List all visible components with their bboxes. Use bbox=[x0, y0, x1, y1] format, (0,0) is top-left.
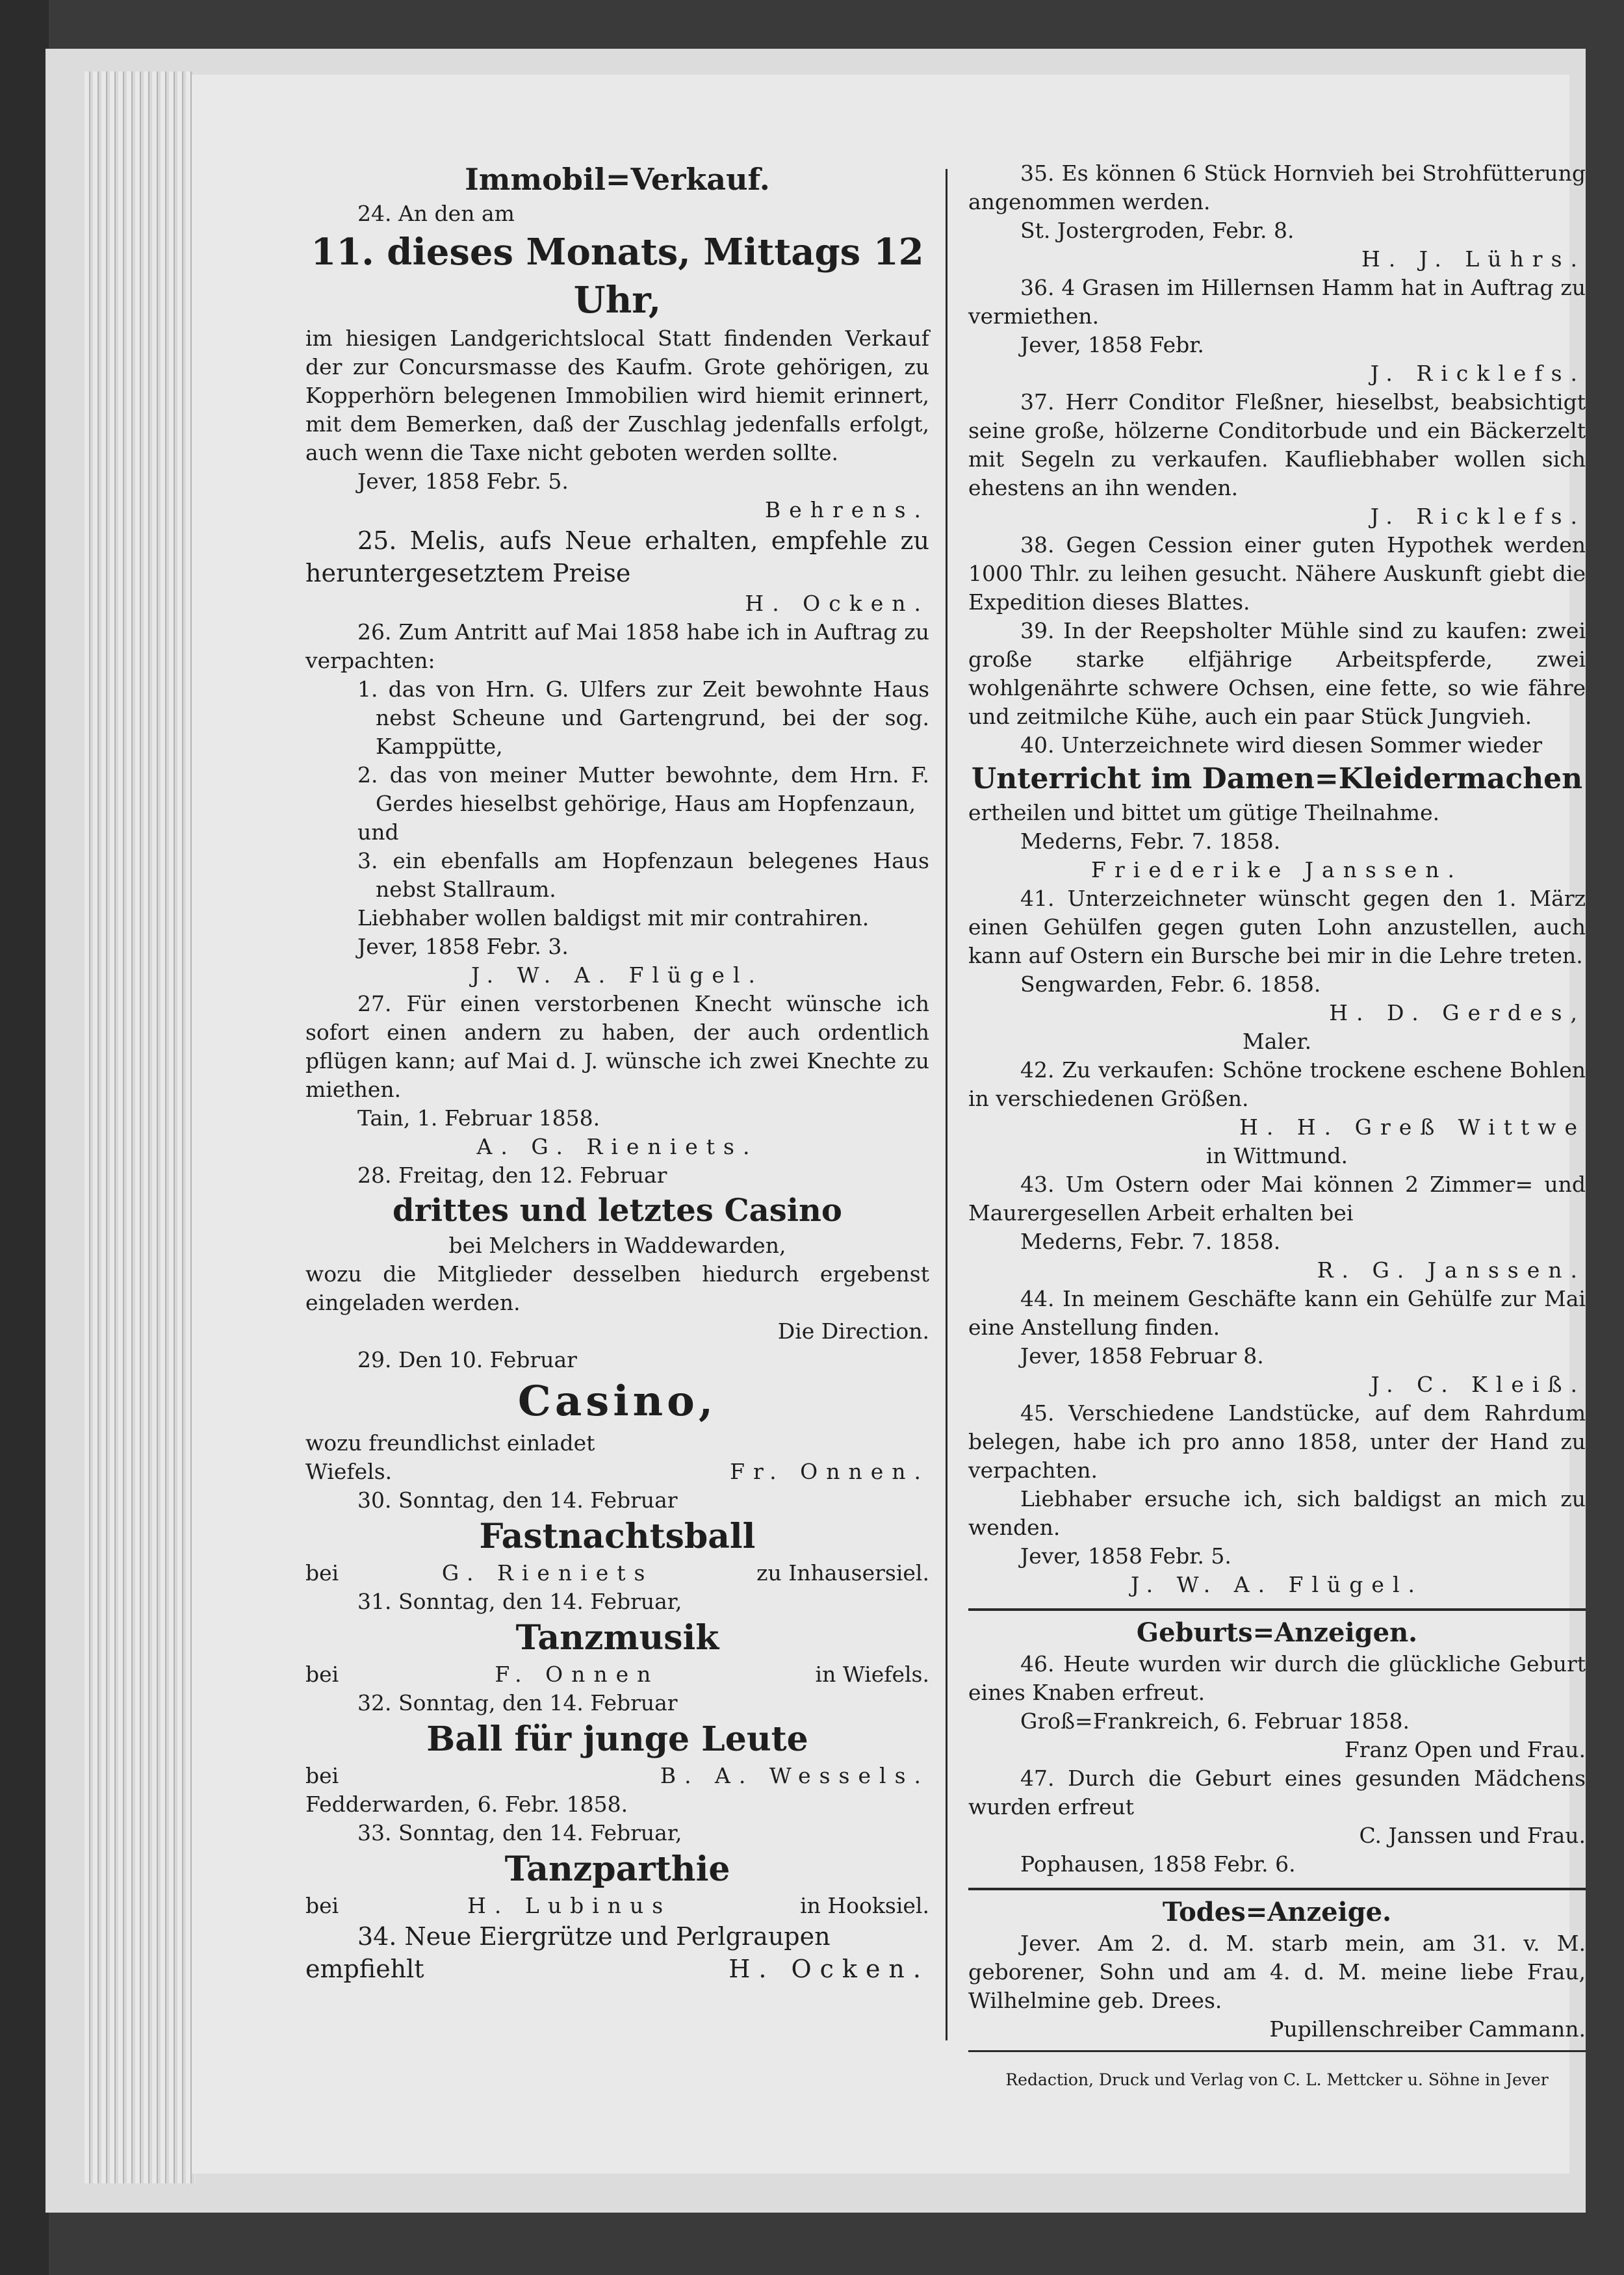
left-column bbox=[305, 159, 929, 1985]
ad-24-place-date: Jever, 1858 Febr. 5. bbox=[357, 469, 569, 494]
ad-41-role: Maler. bbox=[1242, 1029, 1312, 1054]
ad-24-signature: Behrens. bbox=[764, 497, 929, 522]
imprint-footer: Redaction, Druck und Verlag von C. L. Mettcker u. Söhne in Jever bbox=[1005, 2070, 1549, 2089]
ad-36-text: 36. 4 Grasen im Hillernsen Hamm hat in Auftrag zu vermiethen. bbox=[968, 275, 1586, 329]
ad-35-place-date: St. Jostergroden, Febr. 8. bbox=[1020, 218, 1295, 243]
ad-32-host: B. A. Wessels. bbox=[660, 1763, 929, 1788]
ad-33-bei: bei bbox=[305, 1893, 339, 1918]
ad-31-where: in Wiefels. bbox=[815, 1662, 929, 1687]
scanner-edge bbox=[0, 0, 49, 2275]
death-heading: Todes=Anzeige. bbox=[1162, 1897, 1392, 1927]
ad-43-place-date: Mederns, Febr. 7. 1858. bbox=[1020, 1229, 1281, 1254]
ad-42-signature: H. H. Greß Wittwe bbox=[1239, 1114, 1586, 1140]
ad-35-signature: H. J. Lührs. bbox=[1361, 246, 1586, 272]
death-notice-signature: Pupillenschreiber Cammann. bbox=[1269, 2016, 1586, 2042]
ad-29-signature: Fr. Onnen. bbox=[730, 1459, 929, 1484]
ad-26-item1: 1. das von Hrn. G. Ulfers zur Zeit bewohnte Haus nebst Scheune und Gartengrund, bei der sog. Kamppütte, bbox=[357, 676, 929, 759]
ad-43-signature: R. G. Janssen. bbox=[1317, 1257, 1586, 1283]
ad-47-signature: C. Janssen und Frau. bbox=[1359, 1823, 1586, 1848]
ad-24-intro: 24. An den am bbox=[357, 201, 515, 226]
ad-32-title: Ball für junge Leute bbox=[426, 1719, 808, 1759]
ad-29-body: wozu freundlichst einladet bbox=[305, 1430, 595, 1456]
ad-26-signature: J. W. A. Flügel. bbox=[471, 962, 764, 988]
ad-31-host: F. Onnen bbox=[495, 1662, 660, 1687]
ad-26-item3: 3. ein ebenfalls am Hopfenzaun belegenes Haus nebst Stallraum. bbox=[357, 848, 929, 902]
ad-29-sign-row bbox=[305, 1458, 929, 1486]
ad-33-intro: 33. Sonntag, den 14. Februar, bbox=[357, 1820, 682, 1845]
ad-28-where: bei Melchers in Waddewarden, bbox=[448, 1233, 786, 1258]
ad-41-signature: H. D. Gerdes, bbox=[1329, 1000, 1586, 1025]
ad-46-text: 46. Heute wurden wir durch die glückliche Geburt eines Knaben erfreut. bbox=[968, 1651, 1586, 1705]
death-rule bbox=[968, 1888, 1586, 1890]
ad-38-text: 38. Gegen Cession einer guten Hypothek werden 1000 Thlr. zu leihen gesucht. Nähere Auskunft giebt die Expedition dieses Blattes. bbox=[968, 532, 1586, 615]
page-edges bbox=[84, 71, 195, 2183]
ad-26-place-date: Jever, 1858 Febr. 3. bbox=[357, 934, 569, 959]
births-rule bbox=[968, 1608, 1586, 1611]
ad-24-date: 11. dieses Monats, Mittags 12 Uhr, bbox=[311, 231, 924, 322]
column-divider bbox=[946, 169, 947, 2040]
footer-rule bbox=[968, 2050, 1586, 2052]
ad-32-intro: 32. Sonntag, den 14. Februar bbox=[357, 1690, 678, 1716]
ad-46-place-date: Groß=Frankreich, 6. Februar 1858. bbox=[1020, 1708, 1410, 1734]
ad-47-text: 47. Durch die Geburt eines gesunden Mädchens wurden erfreut bbox=[968, 1766, 1586, 1819]
ad-30-bei: bei bbox=[305, 1560, 339, 1586]
ad-30-where: zu Inhausersiel. bbox=[756, 1560, 929, 1586]
ad-34-empfiehlt: empfiehlt bbox=[305, 1955, 424, 1983]
ad-26-item2: 2. das von meiner Mutter bewohnte, dem Hrn. F. Gerdes hieselbst gehörige, Haus am Hopfenzaun, bbox=[357, 762, 929, 816]
ad-33-title: Tanzparthie bbox=[504, 1849, 730, 1889]
ad-27-text: 27. Für einen verstorbenen Knecht wünsche ich sofort einen andern zu haben, der auch ordentlich pflügen kann; auf Mai d. J. wünsche ich zwei Knechte zu miethen. bbox=[305, 991, 929, 1102]
ad-40-intro: 40. Unterzeichnete wird diesen Sommer wieder bbox=[1020, 732, 1543, 758]
ad-30-intro: 30. Sonntag, den 14. Februar bbox=[357, 1487, 678, 1513]
ad-27-signature: A. G. Rieniets. bbox=[476, 1134, 758, 1159]
ad-40-place-date: Mederns, Febr. 7. 1858. bbox=[1020, 829, 1281, 854]
ad-30-host: G. Rieniets bbox=[441, 1560, 654, 1586]
births-heading: Geburts=Anzeigen. bbox=[1136, 1617, 1418, 1648]
ad-36-place-date: Jever, 1858 Febr. bbox=[1020, 332, 1204, 357]
ad-41-place-date: Sengwarden, Febr. 6. 1858. bbox=[1020, 971, 1321, 997]
ad-30-host-row bbox=[305, 1559, 929, 1587]
ad-45-text: 45. Verschiedene Landstücke, auf dem Rahrdum belegen, habe ich pro anno 1858, unter der Hand zu verpachten. bbox=[968, 1400, 1586, 1483]
ad-42-text: 42. Zu verkaufen: Schöne trockene eschene Bohlen in verschiedenen Größen. bbox=[968, 1057, 1586, 1111]
ad-44-signature: J. C. Kleiß. bbox=[1371, 1372, 1586, 1397]
ad-26-intro: 26. Zum Antritt auf Mai 1858 habe ich in Auftrag zu verpachten: bbox=[305, 619, 929, 673]
ad-32-bei: bei bbox=[305, 1763, 339, 1788]
ad-40-body: ertheilen und bittet um gütige Theilnahme. bbox=[968, 800, 1440, 825]
ad-32-place-date: Fedderwarden, 6. Febr. 1858. bbox=[305, 1792, 628, 1817]
ad-44-text: 44. In meinem Geschäfte kann ein Gehülfe zur Mai eine Anstellung finden. bbox=[968, 1286, 1586, 1340]
ad-26-und: und bbox=[357, 819, 399, 845]
ad-28-intro: 28. Freitag, den 12. Februar bbox=[357, 1163, 667, 1188]
section-heading-immobil: Immobil=Verkauf. bbox=[465, 162, 770, 197]
ad-26-closing: Liebhaber wollen baldigst mit mir contrahiren. bbox=[357, 905, 870, 931]
ad-40-signature: Friederike Janssen. bbox=[1090, 857, 1463, 882]
ad-34-signature: H. Ocken. bbox=[728, 1955, 929, 1983]
ad-31-host-row bbox=[305, 1660, 929, 1689]
ad-36-signature: J. Ricklefs. bbox=[1370, 361, 1586, 386]
ad-25-signature: H. Ocken. bbox=[745, 591, 929, 616]
ad-28-body: wozu die Mitglieder desselben hiedurch ergebenst eingeladen werden. bbox=[305, 1261, 929, 1315]
ad-25-text: 25. Melis, aufs Neue erhalten, empfehle zu heruntergesetztem Preise bbox=[305, 526, 929, 587]
ad-33-where: in Hooksiel. bbox=[800, 1893, 929, 1918]
ad-29-place: Wiefels. bbox=[305, 1459, 393, 1484]
ad-28-signature: Die Direction. bbox=[777, 1318, 929, 1344]
ad-43-text: 43. Um Ostern oder Mai können 2 Zimmer= und Maurergesellen Arbeit erhalten bei bbox=[968, 1172, 1586, 1226]
ad-33-host: H. Lubinus bbox=[467, 1893, 672, 1918]
ad-24-body: im hiesigen Landgerichtslocal Statt findenden Verkauf der zur Concursmasse des Kaufm. Grote gehörigen, zu Kopperhörn belegenen Immobilien wird hiemit erinnert, mit dem Bemerken, daß der Zuschlag jedenfalls erfolgt, auch wenn die Taxe nicht geboten werden sollte. bbox=[305, 326, 929, 465]
ad-44-place-date: Jever, 1858 Februar 8. bbox=[1020, 1343, 1264, 1369]
ad-41-text: 41. Unterzeichneter wünscht gegen den 1. März einen Gehülfen gegen guten Lohn anzustellen, auch kann auf Ostern ein Bursche bei mir in die Lehre treten. bbox=[968, 886, 1586, 968]
ad-30-title: Fastnachtsball bbox=[479, 1517, 756, 1556]
ad-31-intro: 31. Sonntag, den 14. Februar, bbox=[357, 1589, 682, 1614]
ad-34-sign-row bbox=[305, 1953, 929, 1985]
ad-45-signature: J. W. A. Flügel. bbox=[1131, 1572, 1423, 1597]
ad-45-place-date: Jever, 1858 Febr. 5. bbox=[1020, 1543, 1231, 1569]
ad-40-title: Unterricht im Damen=Kleidermachen bbox=[971, 762, 1583, 795]
ad-35-text: 35. Es können 6 Stück Hornvieh bei Strohfütterung angenommen werden. bbox=[968, 161, 1586, 214]
ad-46-signature: Franz Open und Frau. bbox=[1344, 1737, 1586, 1762]
ad-47-place-date: Pophausen, 1858 Febr. 6. bbox=[1020, 1851, 1296, 1877]
ad-27-place-date: Tain, 1. Februar 1858. bbox=[357, 1105, 600, 1131]
ad-33-host-row bbox=[305, 1892, 929, 1920]
ad-39-text: 39. In der Reepsholter Mühle sind zu kaufen: zwei große starke elfjährige Arbeitspferde, zwei wohlgenährte schwere Ochsen, eine fette, so wie fähre und zeitmilche Kühe, auch ein paar Stück Jungvieh. bbox=[968, 618, 1586, 729]
ad-31-bei: bei bbox=[305, 1662, 339, 1687]
ad-32-host-row bbox=[305, 1762, 929, 1790]
ad-31-title: Tanzmusik bbox=[515, 1618, 719, 1658]
ad-37-signature: J. Ricklefs. bbox=[1370, 504, 1586, 529]
ad-28-title: drittes und letztes Casino bbox=[393, 1192, 842, 1229]
ad-29-title: Casino, bbox=[517, 1377, 717, 1426]
ad-37-text: 37. Herr Conditor Fleßner, hieselbst, beabsichtigt seine große, hölzerne Conditorbude und ein Bäckerzelt mit Segeln zu verkaufen. Kaufliebhaber wollen sich ehestens an ihn wenden. bbox=[968, 389, 1586, 500]
ad-34-text: 34. Neue Eiergrütze und Perlgraupen bbox=[357, 1922, 831, 1951]
right-column bbox=[968, 159, 1586, 2108]
ad-42-where: in Wittmund. bbox=[1205, 1143, 1348, 1168]
ad-29-intro: 29. Den 10. Februar bbox=[357, 1347, 577, 1372]
death-notice-text: Jever. Am 2. d. M. starb mein, am 31. v. M. geborener, Sohn und am 4. d. M. meine liebe Frau, Wilhelmine geb. Drees. bbox=[968, 1931, 1586, 2013]
ad-45-closing: Liebhaber ersuche ich, sich baldigst an mich zu wenden. bbox=[968, 1486, 1586, 1540]
